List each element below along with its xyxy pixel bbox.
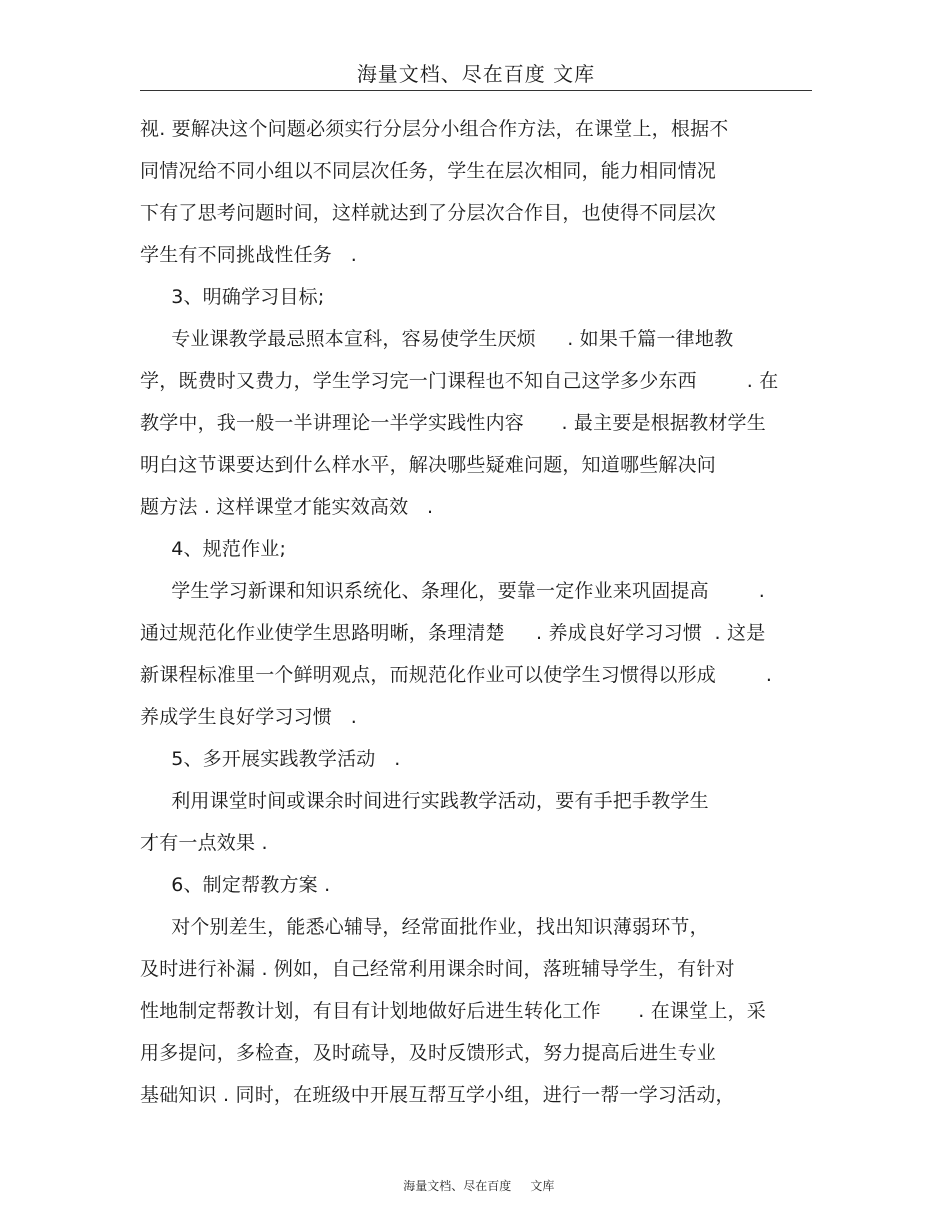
text-line: 养成学生良好学习习惯 . [140, 706, 357, 728]
text-line: 利用课堂时间或课余时间进行实践教学活动，要有手把手教学生 [140, 790, 709, 812]
text-line: 下有了思考问题时间，这样就达到了分层次合作目，也使得不同层次 [140, 202, 717, 224]
page-footer [0, 1156, 950, 1196]
document-body [140, 108, 812, 1116]
text-line: 通过规范化作业使学生思路明晰，条理清楚 . 养成良好学习习惯 . 这是 [140, 622, 766, 644]
text-line: 明白这节课要达到什么样水平，解决哪些疑难问题，知道哪些解决问 [140, 454, 717, 476]
text-line: 对个别差生，能悉心辅导，经常面批作业，找出知识薄弱环节， [140, 916, 709, 938]
text-line: 新课程标准里一个鲜明观点，而规范化作业可以使学生习惯得以形成 . [140, 664, 773, 686]
section-heading-3: 3、明确学习目标; [140, 286, 325, 308]
text-line: 题方法 . 这样课堂才能实效高效 . [140, 496, 434, 518]
text-line: 用多提问，多检查，及时疏导，及时反馈形式，努力提高后进生专业 [140, 1042, 717, 1064]
text-line: 基础知识 . 同时，在班级中开展互帮互学小组，进行一帮一学习活动， [140, 1084, 735, 1106]
text-line: 视. 要解决这个问题必须实行分层分小组合作方法，在课堂上，根据不 [140, 118, 729, 140]
text-line: 及时进行补漏 . 例如，自己经常利用课余时间，落班辅导学生，有针对 [140, 958, 735, 980]
section-heading-6: 6、制定帮教方案 . [140, 874, 331, 896]
text-line: 专业课教学最忌照本宣科，容易使学生厌烦 . 如果千篇一律地教 [140, 328, 734, 350]
text-line: 同情况给不同小组以不同层次任务，学生在层次相同，能力相同情况 [140, 160, 717, 182]
section-heading-4: 4、规范作业; [140, 538, 287, 560]
text-line: 教学中，我一般一半讲理论一半学实践性内容 . 最主要是根据教材学生 [140, 412, 766, 434]
text-line: 性地制定帮教计划，有目有计划地做好后进生转化工作 . 在课堂上，采 [140, 1000, 766, 1022]
text-line: 学生有不同挑战性任务 . [140, 244, 357, 266]
text-line: 学，既费时又费力，学生学习完一门课程也不知自己这学多少东西 . 在 [140, 370, 779, 392]
section-heading-5: 5、多开展实践教学活动 . [140, 748, 401, 770]
footer-text: 海量文档、尽在百度 文库 [403, 1179, 555, 1193]
text-line: 学生学习新课和知识系统化、条理化，要靠一定作业来巩固提高 . [140, 580, 765, 602]
text-line: 才有一点效果 . [140, 832, 268, 854]
header-title: 海量文档、尽在百度 文库 [356, 62, 596, 86]
page-header [140, 58, 812, 91]
